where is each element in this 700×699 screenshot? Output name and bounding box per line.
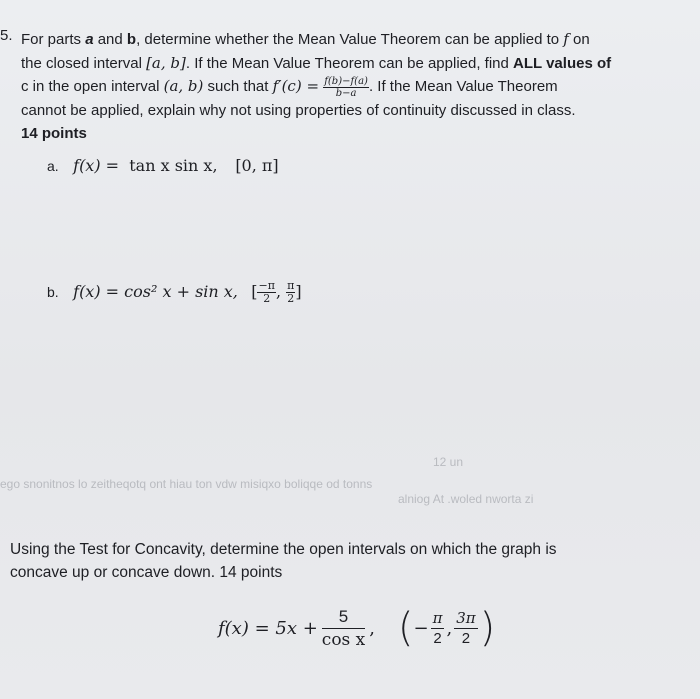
bleed-line: ego snonitnos lo zeitheqotq ont hiau ton vdw misiqxo boliqqe od tonns	[0, 477, 373, 491]
part-a-label: a.	[47, 158, 59, 174]
prompt-line: the closed interval [a, b]. If the Mean Value Theorem can be applied, find ALL values of	[21, 53, 612, 72]
bleed-line: alniog At .woled nworta zi	[398, 492, 534, 506]
concavity-fraction: $\frac{5}{\text{cos x}}$	[321, 606, 366, 650]
concavity-equation: f(x) = 5x + $\frac{5}{\text{cos x}}$ , ( − $\frac{\pi}{2}$ , $\frac{3\pi}{2}$ )	[218, 605, 496, 651]
concavity-line: concave up or concave down. 14 points	[10, 564, 283, 581]
part-b-label: b.	[47, 284, 59, 300]
points-label: 14 points	[21, 125, 87, 143]
concavity-prompt	[10, 538, 650, 584]
part-b-function: f(x) = cos² x + sin x,	[73, 282, 238, 301]
prompt-line: cannot be applied, explain why not using properties of continuity discussed in class.	[21, 101, 576, 119]
prompt-line: For parts a and b, determine whether the Mean Value Theorem can be applied to f on	[21, 30, 590, 48]
concavity-line: Using the Test for Concavity, determine the open intervals on which the graph is	[10, 541, 557, 558]
part-a	[47, 156, 279, 176]
interval-left-fraction: $\frac{\pi}{2}$	[432, 608, 443, 647]
derivative-expression: f′(c) =	[272, 77, 320, 95]
interval-right-fraction: $\frac{3\pi}{2}$	[456, 608, 476, 647]
concavity-function-lhs: f(x) = 5x +	[218, 617, 318, 639]
part-b	[47, 280, 302, 305]
part-a-function: f(x) = tan x sin x,	[73, 156, 218, 175]
question-number: 5.	[0, 27, 13, 44]
prompt-line: c in the open interval (a, b) such that f′(c) = $\frac{f(b)-f(a)}{b-a}$ . If the Mean Value Theorem	[21, 75, 558, 99]
mvt-fraction: $\frac{f(b)-f(a)}{b-a}$	[324, 75, 368, 99]
bleed-line: 12 un	[433, 455, 464, 469]
question-prompt	[21, 28, 661, 146]
part-b-interval: [ $\frac{-\pi}{2}$ , $\frac{\pi}{2}$ ]	[251, 279, 302, 305]
part-a-interval: [0, π]	[235, 156, 279, 175]
